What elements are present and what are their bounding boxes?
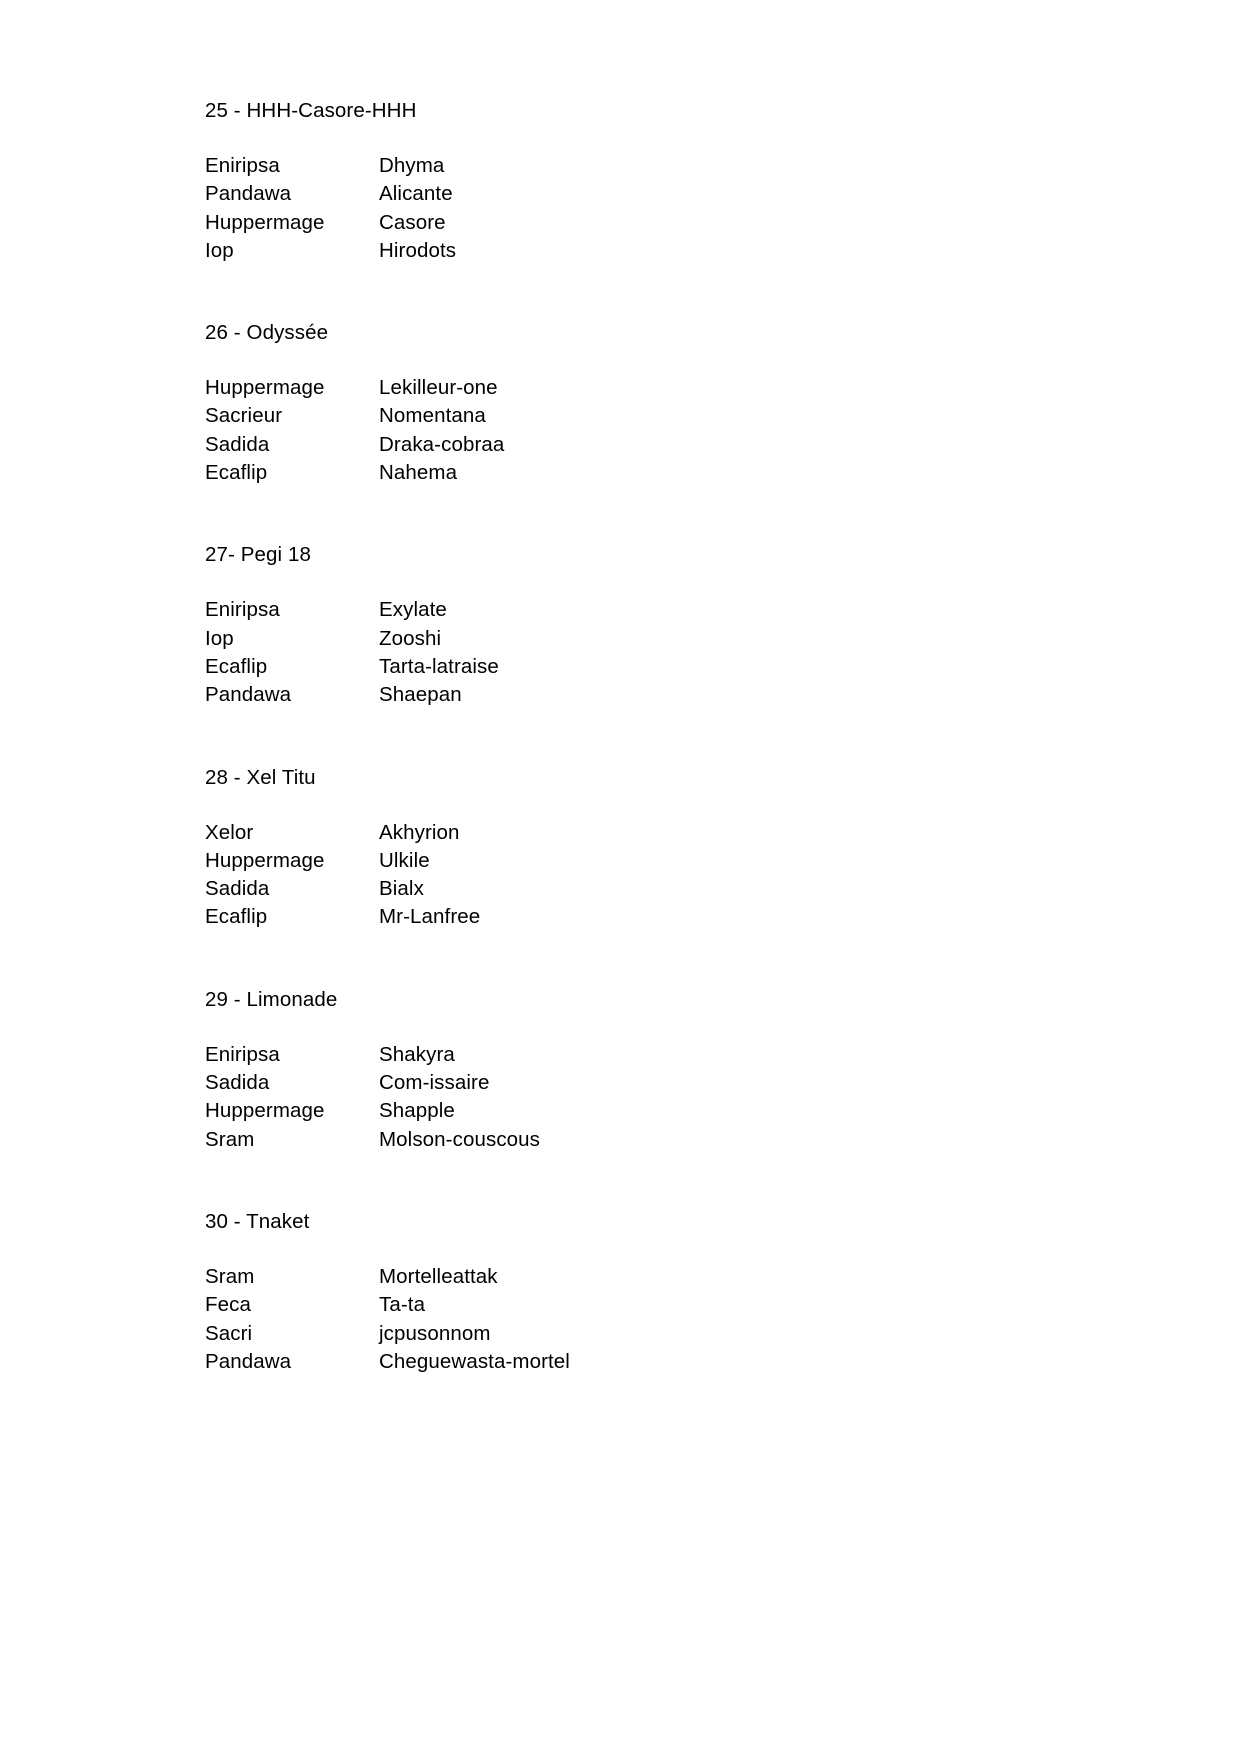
roster-player-name: Zooshi bbox=[379, 626, 442, 650]
roster-row bbox=[205, 180, 1085, 208]
roster-player-name: Akhyrion bbox=[379, 820, 460, 844]
roster-row bbox=[205, 625, 1085, 653]
team-roster bbox=[205, 374, 1085, 487]
roster-player-name: Cheguewasta-mortel bbox=[379, 1349, 570, 1373]
roster-player-name: Casore bbox=[379, 210, 446, 234]
team-roster bbox=[205, 152, 1085, 265]
roster-class-name: Huppermage bbox=[205, 1099, 325, 1123]
team-heading: 25 - HHH-Casore-HHH bbox=[205, 99, 417, 122]
roster-class-name: Sram bbox=[205, 1264, 255, 1288]
roster-class-name: Huppermage bbox=[205, 376, 325, 400]
roster-row bbox=[205, 1097, 1085, 1125]
roster-row bbox=[205, 1041, 1085, 1069]
roster-class-name: Pandawa bbox=[205, 683, 292, 707]
roster-class-name: Sadida bbox=[205, 877, 270, 901]
roster-player-name: Dhyma bbox=[379, 154, 445, 177]
team-roster bbox=[205, 596, 1085, 709]
roster-class-name: Ecaflip bbox=[205, 905, 268, 929]
team-heading: 29 - Limonade bbox=[205, 987, 338, 1011]
roster-player-name: Molson-couscous bbox=[379, 1127, 541, 1151]
roster-player-name: Com-issaire bbox=[379, 1071, 490, 1095]
roster-class-name: Feca bbox=[205, 1293, 251, 1317]
roster-row bbox=[205, 681, 1085, 709]
roster-player-name: Exylate bbox=[379, 598, 447, 622]
roster-row bbox=[205, 431, 1085, 459]
team-block bbox=[205, 763, 1085, 932]
roster-row bbox=[205, 402, 1085, 430]
roster-player-name: Alicante bbox=[379, 182, 453, 206]
roster-player-name: Shakyra bbox=[379, 1042, 455, 1066]
team-roster bbox=[205, 1041, 1085, 1154]
roster-row bbox=[205, 459, 1085, 487]
roster-player-name: Nomentana bbox=[379, 404, 486, 428]
roster-class-name: Sacri bbox=[205, 1321, 253, 1345]
team-roster bbox=[205, 1263, 1085, 1376]
roster-row bbox=[205, 1291, 1085, 1319]
roster-row bbox=[205, 374, 1085, 402]
roster-row bbox=[205, 1126, 1085, 1154]
roster-class-name: Sram bbox=[205, 1127, 255, 1151]
roster-class-name: Eniripsa bbox=[205, 154, 280, 177]
roster-row bbox=[205, 819, 1085, 847]
roster-player-name: Bialx bbox=[379, 877, 424, 901]
team-block bbox=[205, 96, 1085, 265]
roster-player-name: Hirodots bbox=[379, 238, 457, 262]
roster-row bbox=[205, 903, 1085, 931]
roster-row bbox=[205, 653, 1085, 681]
team-heading: 26 - Odyssée bbox=[205, 321, 329, 345]
roster-row bbox=[205, 1263, 1085, 1291]
roster-class-name: Iop bbox=[205, 626, 234, 650]
roster-player-name: Nahema bbox=[379, 461, 458, 485]
roster-player-name: Lekilleur-one bbox=[379, 376, 498, 400]
roster-class-name: Sadida bbox=[205, 1071, 270, 1095]
roster-row bbox=[205, 1069, 1085, 1097]
roster-row bbox=[205, 237, 1085, 265]
roster-class-name: Huppermage bbox=[205, 848, 325, 872]
roster-class-name: Pandawa bbox=[205, 1349, 292, 1373]
roster-row bbox=[205, 875, 1085, 903]
roster-class-name: Sadida bbox=[205, 432, 270, 456]
roster-row bbox=[205, 1320, 1085, 1348]
roster-player-name: Ta-ta bbox=[379, 1293, 426, 1317]
roster-player-name: jcpusonnom bbox=[379, 1321, 491, 1345]
team-roster bbox=[205, 819, 1085, 932]
roster-row bbox=[205, 152, 1085, 180]
roster-class-name: Pandawa bbox=[205, 182, 292, 206]
roster-class-name: Sacrieur bbox=[205, 404, 283, 428]
team-heading: 30 - Tnaket bbox=[205, 1209, 310, 1233]
roster-row bbox=[205, 596, 1085, 624]
roster-class-name: Iop bbox=[205, 238, 234, 262]
document-body bbox=[205, 96, 1085, 1376]
roster-player-name: Draka-cobraa bbox=[379, 432, 505, 456]
roster-player-name: Mr-Lanfree bbox=[379, 905, 481, 929]
roster-player-name: Shapple bbox=[379, 1099, 455, 1123]
roster-player-name: Tarta-latraise bbox=[379, 654, 499, 678]
roster-class-name: Eniripsa bbox=[205, 598, 280, 622]
team-block bbox=[205, 1207, 1085, 1376]
roster-class-name: Ecaflip bbox=[205, 461, 268, 485]
team-block bbox=[205, 985, 1085, 1154]
team-block bbox=[205, 540, 1085, 709]
roster-row bbox=[205, 847, 1085, 875]
roster-class-name: Eniripsa bbox=[205, 1042, 280, 1066]
team-heading: 27- Pegi 18 bbox=[205, 543, 311, 567]
team-block bbox=[205, 318, 1085, 487]
roster-class-name: Ecaflip bbox=[205, 654, 268, 678]
roster-player-name: Ulkile bbox=[379, 848, 430, 872]
team-heading: 28 - Xel Titu bbox=[205, 765, 316, 789]
roster-player-name: Shaepan bbox=[379, 683, 462, 707]
roster-row bbox=[205, 209, 1085, 237]
roster-class-name: Huppermage bbox=[205, 210, 325, 234]
roster-row bbox=[205, 1348, 1085, 1376]
roster-class-name: Xelor bbox=[205, 820, 254, 844]
roster-player-name: Mortelleattak bbox=[379, 1264, 498, 1288]
